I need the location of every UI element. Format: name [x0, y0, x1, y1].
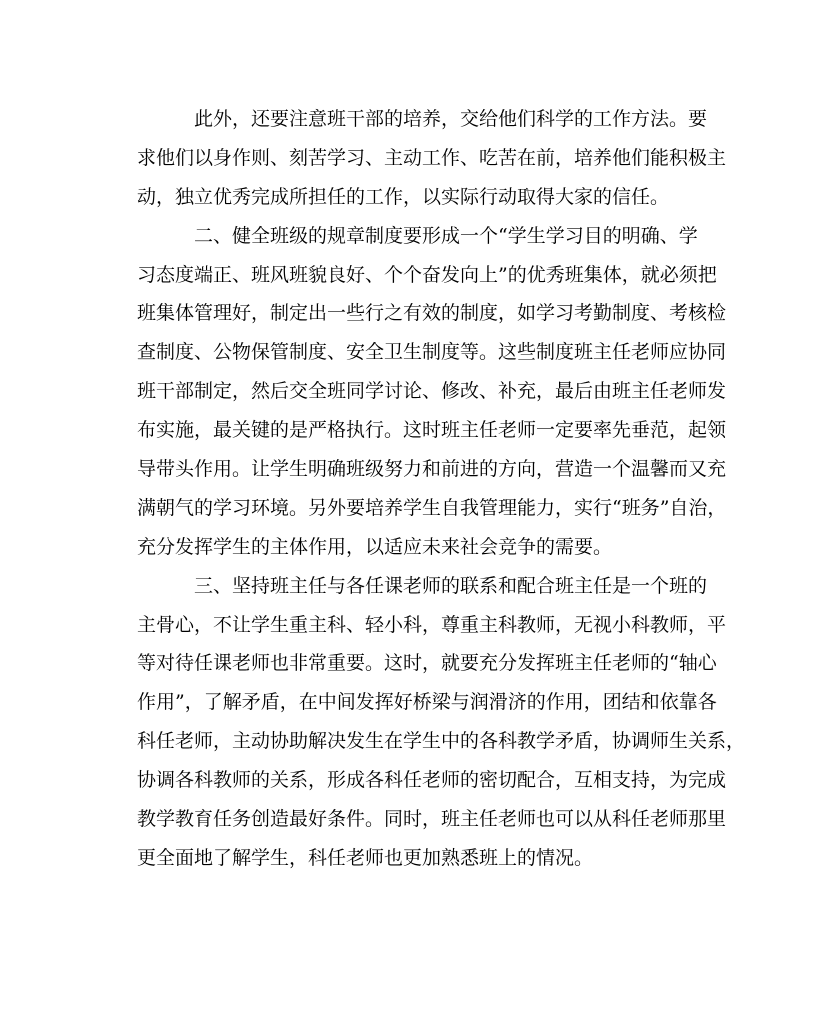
- text-line: 协调各科教师的关系，形成各科任老师的密切配合，互相支持，为完成: [137, 769, 727, 792]
- text-line: 三、坚持班主任与各任课老师的联系和配合班主任是一个班的: [194, 574, 708, 597]
- text-line: 主骨心，不让学生重主科、轻小科，尊重主科教师，无视小科教师，平: [137, 613, 727, 636]
- text-line: 动，独立优秀完成所担任的工作，以实际行动取得大家的信任。: [137, 185, 670, 208]
- text-line: 科任老师，主动协助解决发生在学生中的各科教学矛盾，协调师生关系，: [137, 730, 746, 753]
- text-line: 等对待任课老师也非常重要。这时，就要充分发挥班主任老师的“轴心: [137, 652, 717, 675]
- text-line: 二、健全班级的规章制度要形成一个“学生学习目的明确、学: [194, 224, 698, 247]
- paragraph-teacher-cooperation: [137, 567, 746, 878]
- text-line: 求他们以身作则、刻苦学习、主动工作、吃苦在前，培养他们能积极主: [137, 146, 727, 169]
- text-line: 此外，还要注意班干部的培养，交给他们科学的工作方法。要: [194, 108, 708, 130]
- text-line: 班集体管理好，制定出一些行之有效的制度，如学习考勤制度、考核检: [137, 302, 727, 325]
- text-line: 导带头作用。让学生明确班级努力和前进的方向，营造一个温馨而又充: [137, 458, 727, 481]
- text-line: 布实施，最关键的是严格执行。这时班主任老师一定要率先垂范，起领: [137, 419, 727, 442]
- text-line: 查制度、公物保管制度、安全卫生制度等。这些制度班主任老师应协同: [137, 341, 727, 364]
- text-line: 班干部制定，然后交全班同学讨论、修改、补充，最后由班主任老师发: [137, 380, 727, 403]
- text-line: 习态度端正、班风班貌良好、个个奋发向上”的优秀班集体，就必须把: [137, 263, 717, 286]
- text-line: 教学教育任务创造最好条件。同时，班主任老师也可以从科任老师那里: [137, 808, 727, 831]
- text-line: 充分发挥学生的主体作用，以适应未来社会竞争的需要。: [137, 535, 613, 558]
- text-line: 作用”，了解矛盾，在中间发挥好桥梁与润滑济的作用，团结和依靠各: [137, 691, 717, 714]
- paragraph-class-rules: [137, 217, 727, 567]
- text-line: 满朝气的学习环境。另外要培养学生自我管理能力，实行“班务”自治，: [137, 496, 727, 519]
- paragraph-class-cadre-training: [137, 100, 727, 217]
- document-body: [137, 100, 746, 878]
- text-line: 更全面地了解学生，科任老师也更加熟悉班上的情况。: [137, 846, 594, 869]
